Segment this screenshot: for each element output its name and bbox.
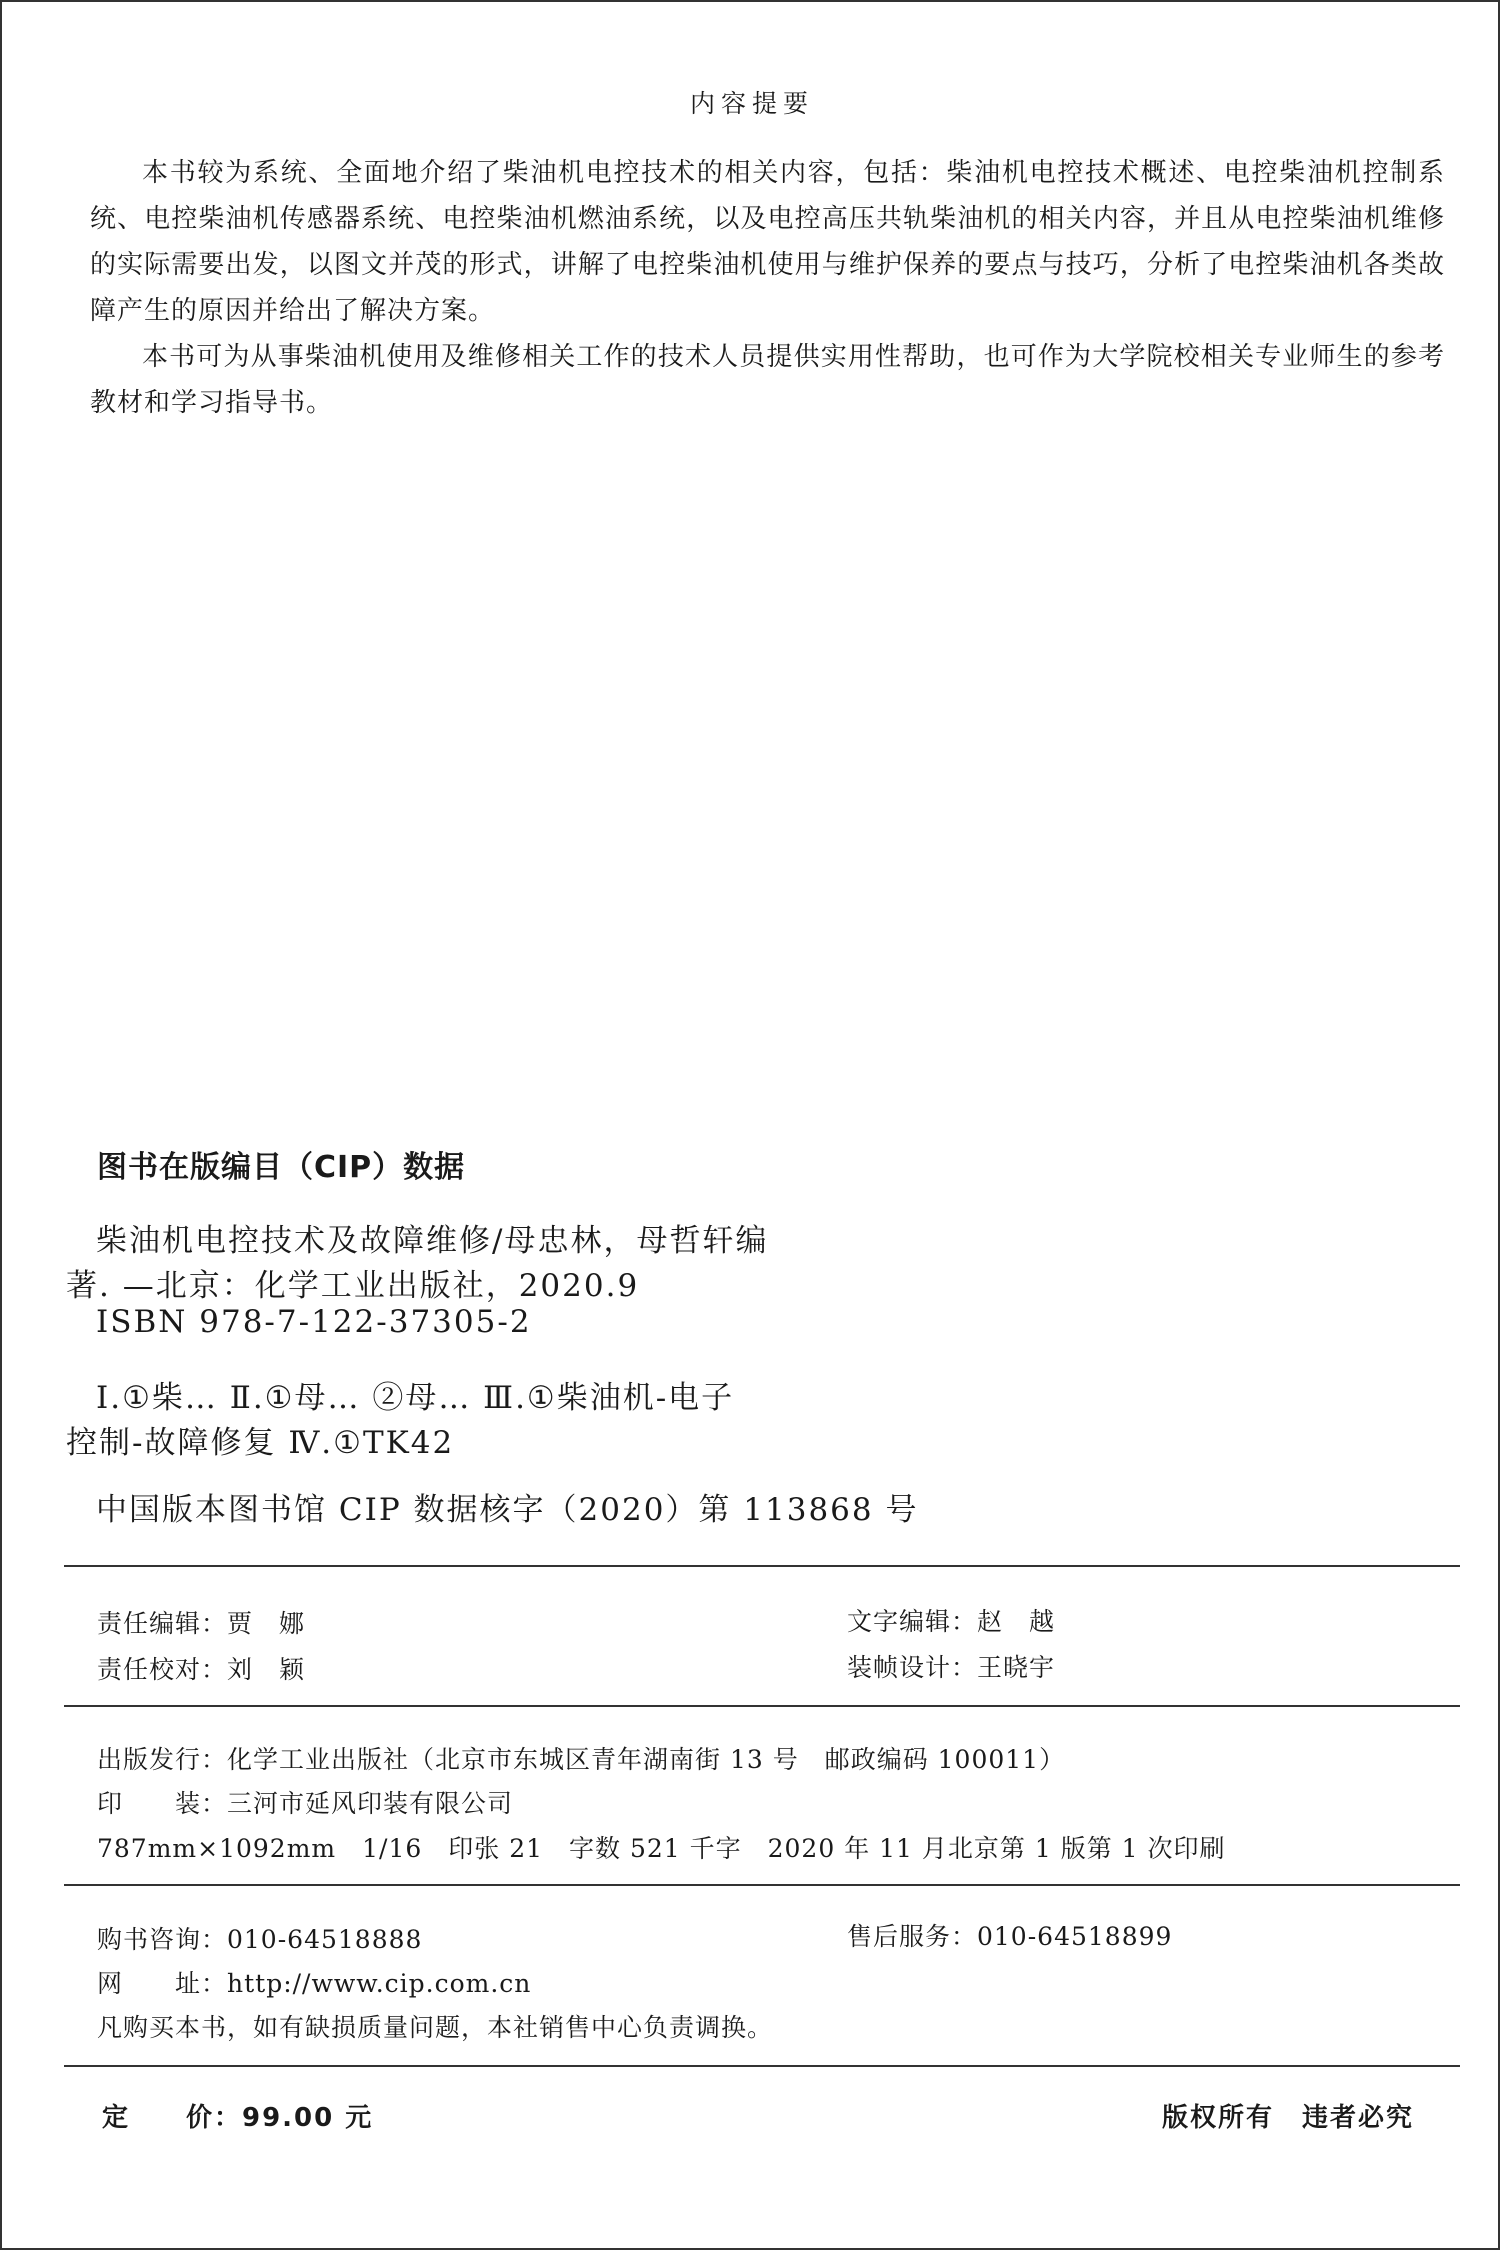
purchase-hotline: 购书咨询：010-64518888 xyxy=(97,1925,423,1954)
divider-1 xyxy=(64,1565,1460,1567)
editor-in-charge: 责任编辑：贾 娜 xyxy=(97,1609,306,1638)
text-editor: 文字编辑：赵 越 xyxy=(847,1607,1056,1636)
divider-2 xyxy=(64,1705,1460,1707)
replacement-notice: 凡购买本书，如有缺损质量问题，本社销售中心负责调换。 xyxy=(97,2013,774,2042)
abstract-title: 内容提要 xyxy=(689,89,814,118)
cip-isbn-line: ISBN 978-7-122-37305-2 xyxy=(96,1304,532,1340)
cip-subject-line-2: 控制-故障修复 Ⅳ.①TK42 xyxy=(66,1425,455,1461)
after-sales-hotline: 售后服务：010-64518899 xyxy=(847,1922,1173,1951)
cip-subject-line-1: Ⅰ.①柴… Ⅱ.①母… ②母… Ⅲ.①柴油机-电子 xyxy=(96,1380,735,1416)
print-specs: 787mm×1092mm 1/16 印张 21 字数 521 千字 2020 年 11 月北京第 1 版第 1 次印刷 xyxy=(97,1834,1226,1863)
abstract-paragraph-2: 本书可为从事柴油机使用及维修相关工作的技术人员提供实用性帮助，也可作为大学院校相关专业师生的参考教材和学习指导书。 xyxy=(90,342,1445,418)
book-price: 定 价：99.00 元 xyxy=(102,2103,374,2133)
publisher-website: 网 址：http://www.cip.com.cn xyxy=(97,1969,532,1998)
divider-3 xyxy=(64,1884,1460,1886)
cip-title-line: 柴油机电控技术及故障维修/母忠林，母哲轩编 xyxy=(96,1223,769,1259)
abstract-paragraph-1: 本书较为系统、全面地介绍了柴油机电控技术的相关内容，包括：柴油机电控技术概述、电控柴油机控制系统、电控柴油机传感器系统、电控柴油机燃油系统，以及电控高压共轨柴油机的相关内容，并且从电控柴油机维修的实际需要出发，以图文并茂的形式，讲解了电控柴油机使用与维护保养的要点与技巧，分析了电控柴油机各类故障产生的原因并给出了解决方案。 xyxy=(90,158,1445,326)
binding-designer: 装帧设计：王晓宇 xyxy=(847,1653,1056,1682)
abstract-body xyxy=(90,150,1445,426)
proofreader: 责任校对：刘 颖 xyxy=(97,1655,306,1684)
copyright-notice: 版权所有 违者必究 xyxy=(1162,2103,1415,2133)
cip-publisher-line: 著. —北京：化学工业出版社，2020.9 xyxy=(66,1268,640,1304)
printer-info: 印 装：三河市延风印装有限公司 xyxy=(97,1789,514,1818)
divider-4 xyxy=(64,2065,1460,2067)
cip-heading: 图书在版编目（CIP）数据 xyxy=(97,1150,466,1185)
cip-record-number: 中国版本图书馆 CIP 数据核字（2020）第 113868 号 xyxy=(96,1492,919,1528)
publisher-info: 出版发行：化学工业出版社（北京市东城区青年湖南街 13 号 邮政编码 100011） xyxy=(97,1745,1066,1774)
